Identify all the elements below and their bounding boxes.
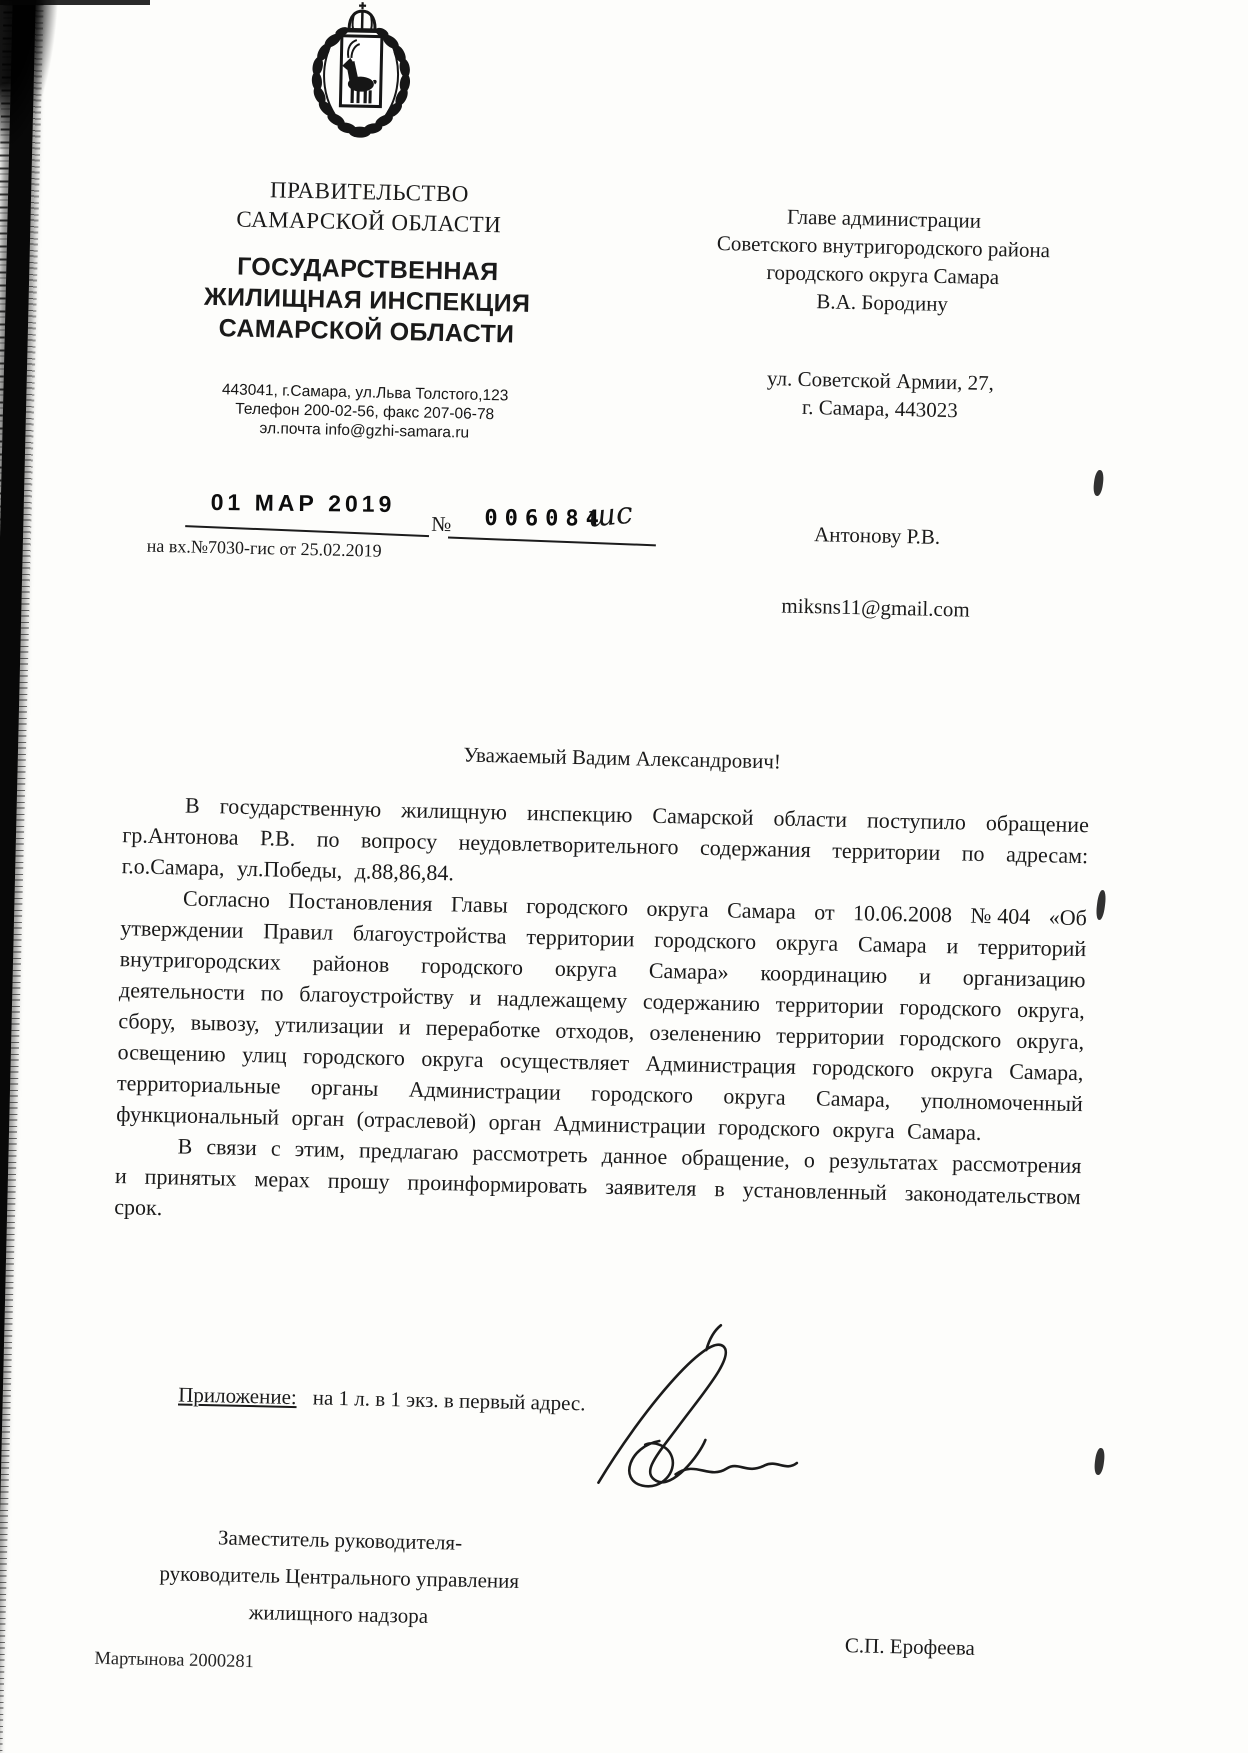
sender-address: 443041, г.Самара, ул.Льва Толстого,123 — [221, 381, 509, 405]
executor-line: Мартынова 2000281 — [94, 1648, 255, 1673]
recipient-title-line3: городского округа Самара — [766, 260, 1000, 290]
outgoing-number-stamp: 006084 — [484, 506, 606, 532]
signer-position-line3: жилищного надзора — [248, 1600, 429, 1628]
sender-email: эл.почта info@gzhi-samara.ru — [259, 420, 470, 442]
recipient-name: В.А. Бородину — [816, 289, 949, 317]
incoming-reference: на вх.№7030-гис от 25.02.2019 — [146, 535, 382, 561]
salutation: Уважаемый Вадим Александрович! — [463, 742, 782, 774]
number-sign-label: № — [431, 511, 452, 537]
body-paragraph-1: В государственную жилищную инспекцию Самарской области поступило обращение гр.Антонова Р.В. по вопросу неудовлетворительного содержания территории по адресам: г.о.Самара, ул.Победы, д.88,86,84. — [121, 792, 1090, 886]
signer-position-line1: Заместитель руководителя- — [217, 1525, 463, 1555]
recipient-city-zip: г. Самара, 443023 — [801, 394, 959, 423]
attachment-text: на 1 л. в 1 экз. в первый адрес. — [312, 1385, 586, 1416]
handwritten-note: шс — [585, 495, 635, 535]
signer-position — [101, 1517, 577, 1638]
attachment-line — [178, 1382, 586, 1416]
letter-body — [114, 788, 1089, 1243]
attachment-label: Приложение: — [177, 1382, 298, 1410]
coat-of-arms-icon — [299, 0, 422, 151]
form-blank-line — [448, 537, 656, 547]
agency-name-line1: ГОСУДАРСТВЕННАЯ — [236, 252, 499, 287]
handwritten-signature-icon — [578, 1317, 817, 1517]
government-name-line1: ПРАВИТЕЛЬСТВО — [269, 177, 470, 207]
body-paragraph-3: В связи с этим, предлагаю рассмотреть данное обращение, о результатах рассмотрения и принятых мерах прошу проинформировать заявителя в установленный законодательством срок. — [114, 1133, 1082, 1221]
second-addressee-name: Антонову Р.В. — [813, 522, 941, 549]
recipient-block — [653, 200, 1106, 627]
government-name-line2: САМАРСКОЙ ОБЛАСТИ — [236, 206, 502, 238]
recipient-title-line1: Главе администрации — [786, 204, 982, 233]
sender-phone-fax: Телефон 200-02-56, факс 207-06-78 — [235, 400, 495, 424]
agency-name-line3: САМАРСКОЙ ОБЛАСТИ — [218, 314, 515, 349]
sender-letterhead — [159, 173, 575, 445]
recipient-street: ул. Советской Армии, 27, — [766, 366, 995, 396]
signer-name: С.П. Ерофеева — [844, 1633, 976, 1660]
form-blank-line — [185, 525, 429, 537]
recipient-title-line2: Советского внутригородского района — [716, 230, 1051, 263]
agency-name-line2: ЖИЛИЩНАЯ ИНСПЕКЦИЯ — [203, 282, 531, 318]
signer-position-line2: руководитель Центрального управления — [159, 1561, 520, 1593]
date-stamp: 01 МАР 2019 — [210, 488, 396, 518]
second-addressee-email: miksns11@gmail.com — [781, 593, 970, 622]
body-paragraph-2: Согласно Постановления Главы городского округа Самара от 10.06.2008 №404 «Об утверждении Правил благоустройства территории городского округа Самара и территорий внутригородских районов городского округа Самара» координацию и организацию деятельности по благоустройству и надлежащему содержанию территории городского округа, сбору, вывозу, утилизации и переработке отходов, озеленению территории городского округа, освещению улиц городского округа осуществляет Администрация городского округа Самара, территориальные органы Администрации городского округа Самара, уполномоченный функциональный орган (отраслевой) орган Администрации городского округа Самара. — [116, 885, 1088, 1145]
